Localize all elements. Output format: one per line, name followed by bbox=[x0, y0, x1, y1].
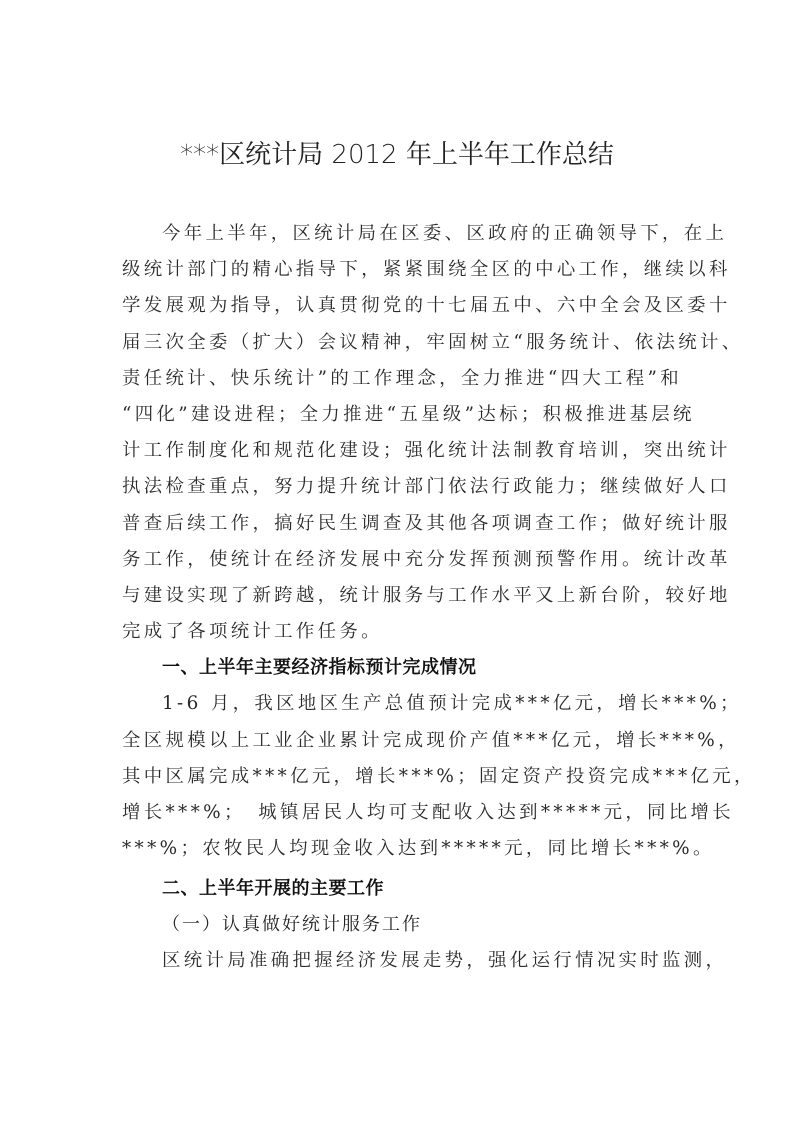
text-line: 完成了各项统计工作任务。 bbox=[122, 621, 383, 643]
text-line: ***%；农牧民人均现金收入达到*****元，同比增长***%。 bbox=[122, 838, 715, 860]
section-heading-2: 二、上半年开展的主要工作 bbox=[162, 878, 384, 900]
text-line: 今年上半年，区统计局在区委、区政府的正确领导下，在上 bbox=[162, 223, 728, 244]
intro-paragraph bbox=[122, 216, 744, 650]
text-line: 1-6 月，我区地区生产总值预计完成***亿元，增长***%； bbox=[162, 693, 742, 715]
text-line: 学发展观为指导，认真贯彻党的十七届五中、六中全会及区委十 bbox=[122, 295, 731, 317]
text-line: 届三次全委（扩大）会议精神，牢固树立“服务统计、依法统计、 bbox=[122, 331, 744, 353]
document-title: ***区统计局 2012 年上半年工作总结 bbox=[180, 140, 614, 170]
text-line: 普查后续工作，搞好民生调查及其他各项调查工作；做好统计服 bbox=[122, 512, 731, 534]
text-line: 务工作，使统计在经济发展中充分发挥预测预警作用。统计改革 bbox=[122, 548, 731, 570]
text-line: 责任统计、快乐统计”的工作理念，全力推进“四大工程”和 bbox=[122, 367, 683, 389]
subsection-heading-1: （一）认真做好统计服务工作 bbox=[162, 914, 422, 936]
document-body bbox=[122, 216, 756, 980]
text-line: 计工作制度化和规范化建设；强化统计法制教育培训，突出统计 bbox=[122, 440, 731, 462]
text-line: 区统计局准确把握经济发展走势，强化运行情况实时监测， bbox=[162, 950, 728, 972]
text-line: 增长***%； 城镇居民人均可支配收入达到*****元，同比增长 bbox=[122, 802, 735, 824]
text-line: 与建设实现了新跨越，统计服务与工作水平又上新台阶，较好地 bbox=[122, 585, 731, 607]
text-line: 全区规模以上工业企业累计完成现价产值***亿元，增长***%， bbox=[122, 729, 740, 751]
text-line: “四化”建设进程；全力推进“五星级”达标；积极推进基层统 bbox=[122, 404, 695, 426]
text-line: 执法检查重点，努力提升统计部门依法行政能力；继续做好人口 bbox=[122, 476, 731, 498]
text-line: 其中区属完成***亿元，增长***%；固定资产投资完成***亿元， bbox=[122, 765, 756, 787]
section-heading-1: 一、上半年主要经济指标预计完成情况 bbox=[162, 657, 477, 679]
statistics-service-paragraph bbox=[122, 943, 728, 979]
text-line: 级统计部门的精心指导下，紧紧围绕全区的中心工作，继续以科 bbox=[122, 259, 731, 281]
economic-indicators-paragraph bbox=[122, 686, 756, 867]
